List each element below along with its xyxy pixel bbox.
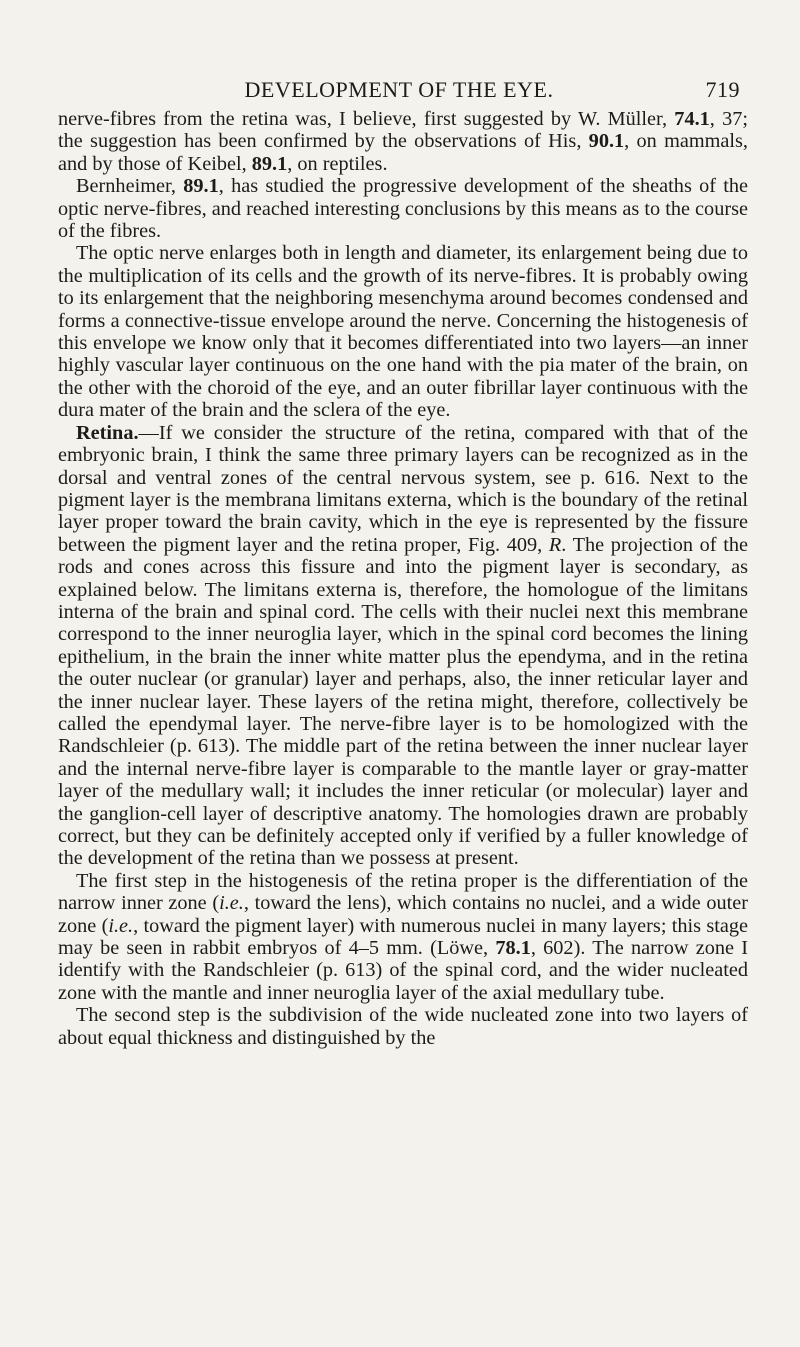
bold-text: 89.1	[251, 152, 288, 175]
running-head	[58, 77, 740, 103]
paragraph	[58, 1004, 748, 1049]
text-run: , has studied the progressive development of the sheaths of the optic nerve-fibres, and reached interesting conclusions by this means as to the course of the fibres.	[58, 175, 749, 243]
text-run: Bernheimer,	[76, 175, 184, 198]
text-run: , toward the lens), which contains no nuclei, and a wide outer zone (	[58, 892, 749, 937]
text-run: The second step is the subdivision of the wide nucleated zone into two layers of about equal thickness and distinguished by the	[58, 1004, 748, 1049]
text-run: The optic nerve enlarges both in length and diameter, its enlargement being due to the multiplication of its cells and the growth of its nerve-fibres. It is probably owing to its enlargement that the neighboring mesenchyma around becomes condensed and forms a connective-tissue envelope around the nerve. Concerning the histogenesis of this envelope we know only that it becomes differentiated into two layers—an inner highly vascular layer continuous on the one hand with the pia mater of the brain, on the other with the choroid of the eye, and an outer fibrillar layer continuous with the dura mater of the brain and the sclera of the eye.	[58, 242, 748, 422]
page-number: 719	[705, 77, 740, 102]
text-run: , 602). The narrow zone I identify with the Randschleier (p. 613) of the spinal cord, and the wider nucleated zone with the mantle and inner neuroglia layer of the axial medullary tube.	[58, 937, 748, 1004]
text-run: The first step in the histogenesis of the retina proper is the differentiation of the narrow inner zone (	[58, 869, 748, 915]
paragraph	[58, 108, 748, 175]
text-run: , toward the pigment layer) with numerous nuclei in many layers; this stage may be seen in rabbit embryos of 4–5 mm. (Löwe,	[58, 914, 749, 960]
text-run: —If we consider the structure of the retina, compared with that of the embryonic brain, I think the same three primary layers can be recognized as in the dorsal and ventral zones of the central nervous system, see p. 616. Next to the pigment layer is the membrana limitans externa, which is the boundary of the retinal layer proper toward the brain cavity, which in the eye is represented by the fissure between the pigment layer and the retina proper, Fig. 409,	[58, 421, 748, 556]
italic-text: R	[548, 533, 562, 556]
paragraph	[58, 242, 748, 421]
text-run: , 37; the suggestion has been confirmed by the observations of His,	[58, 108, 748, 153]
paragraph	[58, 422, 748, 870]
paragraph	[58, 870, 748, 1004]
paragraph	[58, 175, 748, 242]
italic-text: i.e.	[108, 914, 134, 937]
text-run: . The projection of the rods and cones across this fissure and into the pigment layer is secondary, as explained below. The limitans externa is, therefore, the homologue of the limitans interna of the brain and spinal cord. The cells with their nuclei next this membrane correspond to the inner neuroglia layer, which in the spinal cord becomes the lining epithelium, in the brain the inner white matter plus the ependyma, and in the retina the outer nuclear (or granular) layer and perhaps, also, the inner reticular layer and the inner nuclear layer. These layers of the retina might, therefore, collectively be called the ependymal layer. The nerve-fibre layer is to be homologized with the Randschleier (p. 613). The middle part of the retina between the inner nuclear layer and the internal nerve-fibre layer is comparable to the mantle layer or gray-matter layer of the medullary wall; it includes the inner reticular (or molecular) layer and the ganglion-cell layer of descriptive anatomy. The homologies drawn are probably correct, but they can be definitely accepted only if verified by a fuller knowledge of the development of the retina than we possess at present.	[58, 533, 748, 870]
bold-text: 89.1	[183, 175, 219, 198]
italic-text: i.e.	[219, 892, 244, 915]
bold-text: 74.1	[674, 108, 710, 130]
bold-text: 90.1	[588, 130, 625, 153]
text-run: nerve-fibres from the retina was, I believe, first suggested by W. Müller,	[58, 108, 675, 130]
body-text	[58, 108, 748, 1049]
bold-text: 78.1	[495, 937, 531, 960]
text-run: , on mammals, and by those of Keibel,	[58, 130, 749, 175]
running-title: DEVELOPMENT OF THE EYE.	[244, 77, 554, 102]
text-run: , on reptiles.	[287, 152, 388, 175]
bold-text: Retina.	[76, 421, 139, 444]
